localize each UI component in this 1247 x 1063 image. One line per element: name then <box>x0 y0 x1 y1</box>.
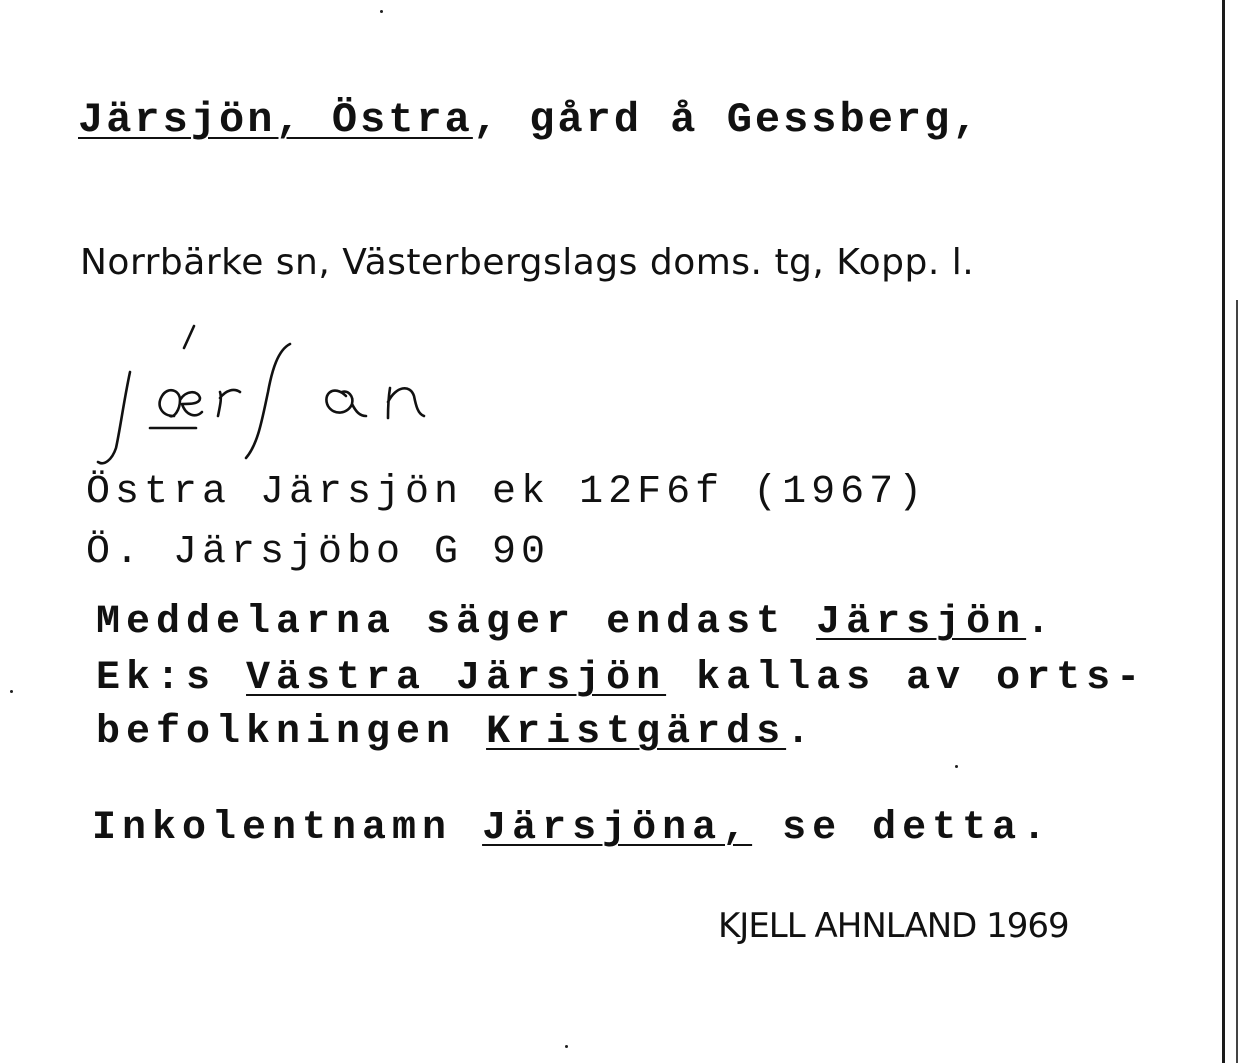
card-edge-shadow <box>1236 300 1238 1063</box>
note-line <box>96 600 1056 645</box>
note-place-name: Kristgärds <box>486 710 787 755</box>
map-reference: Östra Järsjön ek 12F6f (1967) <box>86 470 928 515</box>
see-also-line <box>92 806 1052 851</box>
see-also-text: Inkolentnamn <box>92 806 483 851</box>
scan-speck <box>380 10 383 13</box>
see-also-text: se detta. <box>752 806 1053 851</box>
note-text: befolkningen <box>96 710 487 755</box>
see-also-place-name: Järsjöna, <box>482 806 753 851</box>
place-description: , gård å Gessberg, <box>472 96 981 144</box>
parish-line: Norrbärke sn, Västerbergslags doms. tg, Kopp. l. <box>80 242 975 283</box>
map-reference: Ö. Järsjöbo G 90 <box>86 530 551 575</box>
note-text: kallas av orts- <box>666 656 1147 701</box>
handwritten-pronunciation <box>90 320 450 470</box>
place-name-heading <box>78 96 981 144</box>
note-text: Meddelarna säger endast <box>96 600 817 645</box>
note-text: Ek:s <box>96 656 247 701</box>
note-text: . <box>1026 600 1057 645</box>
scan-speck <box>565 1045 568 1048</box>
note-place-name: Västra Järsjön <box>246 656 667 701</box>
note-line <box>96 656 1146 701</box>
note-text: . <box>786 710 817 755</box>
note-place-name: Järsjön <box>816 600 1027 645</box>
note-line <box>96 710 816 755</box>
scan-speck <box>10 690 13 693</box>
card-edge <box>1222 0 1225 1063</box>
signature: KJELL AHNLAND 1969 <box>718 906 1069 946</box>
place-name: Järsjön, Östra <box>78 96 473 144</box>
scan-speck <box>955 765 958 768</box>
